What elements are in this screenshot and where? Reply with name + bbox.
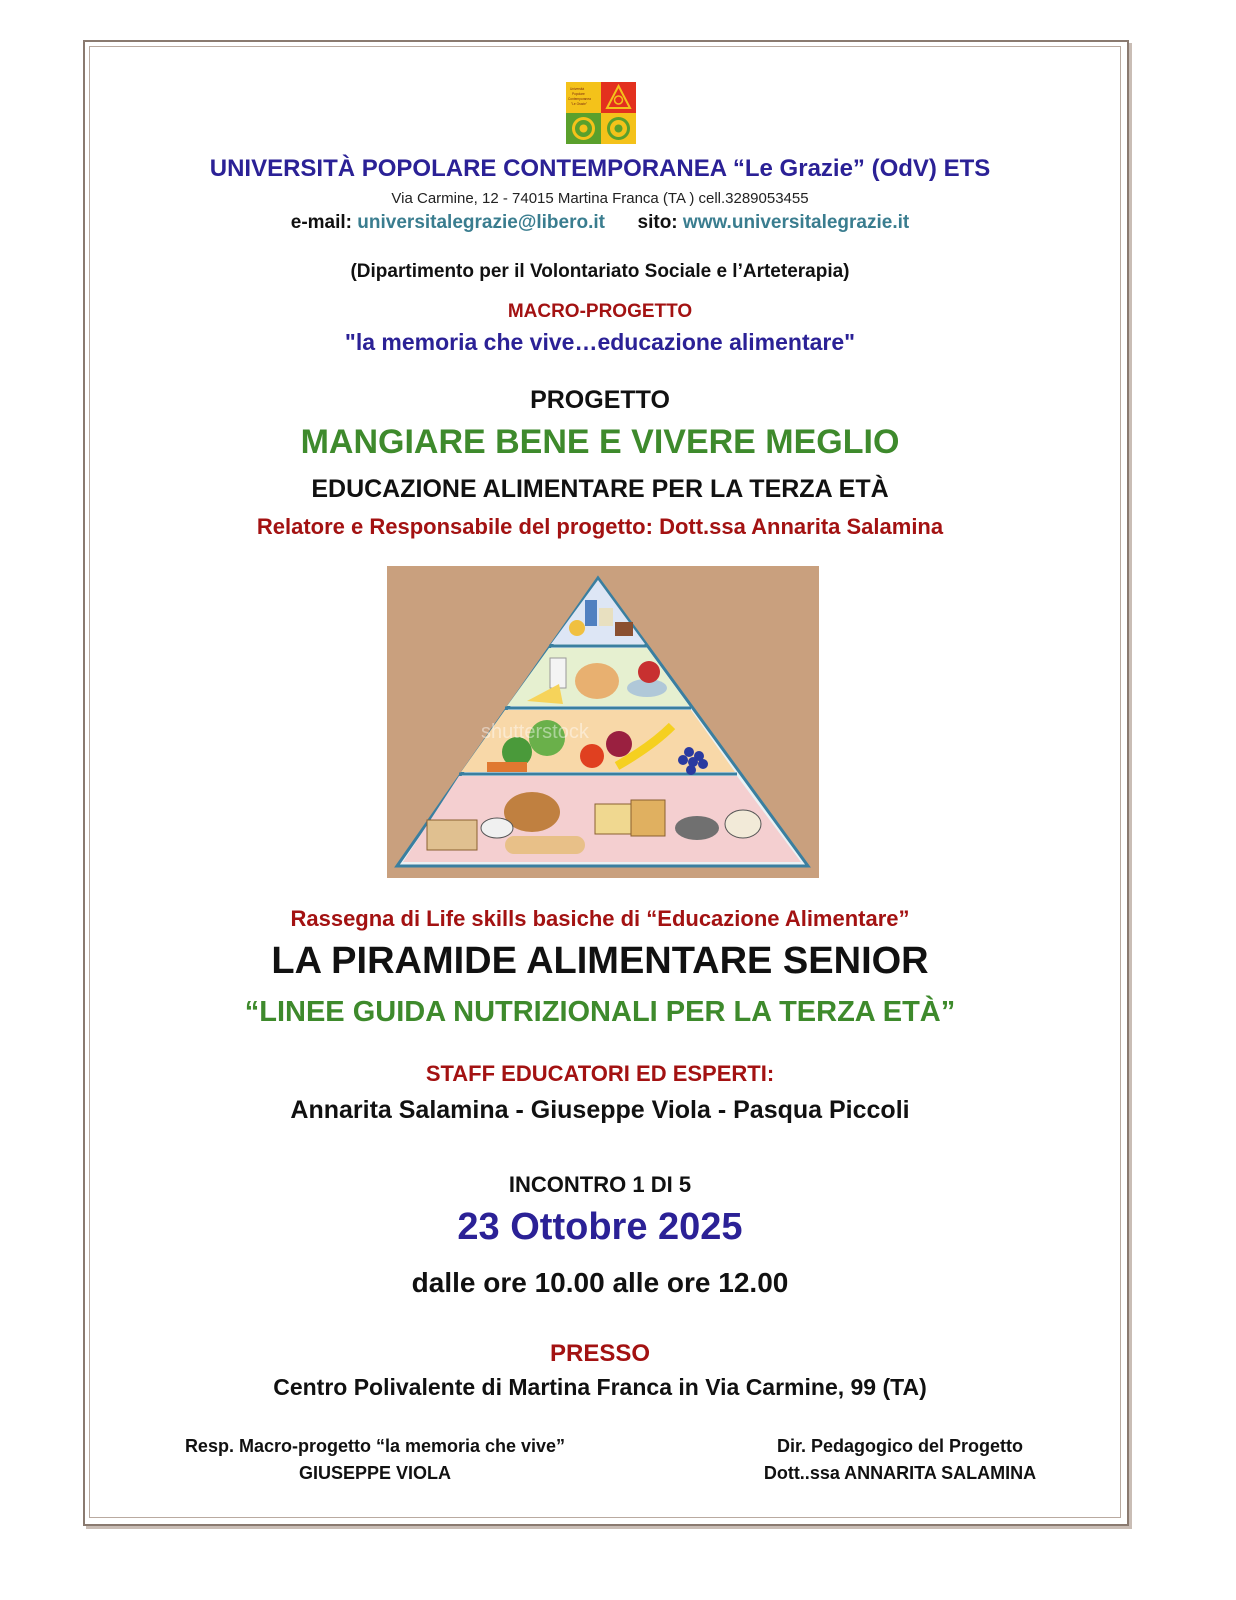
email-label: e-mail: xyxy=(290,212,353,233)
event-series: Rassegna di Life skills basiche di “Educazione Alimentare” xyxy=(290,906,910,931)
footer-right-name: Dott..ssa ANNARITA SALAMINA xyxy=(763,1463,1037,1483)
venue-label: PRESSO xyxy=(549,1340,651,1367)
event-time: dalle ore 10.00 alle ore 12.00 xyxy=(411,1267,789,1298)
site-label: sito: xyxy=(637,212,678,233)
org-address: Via Carmine, 12 - 74015 Martina Franca (TA ) cell.3289053455 xyxy=(391,190,809,207)
org-name: UNIVERSITÀ POPOLARE CONTEMPORANEA “Le Grazie” (OdV) ETS xyxy=(209,155,991,182)
email-link[interactable]: universitalegrazie@libero.it xyxy=(357,212,605,233)
event-subtitle: “LINEE GUIDA NUTRIZIONALI PER LA TERZA ETÀ” xyxy=(244,996,956,1028)
event-title: LA PIRAMIDE ALIMENTARE SENIOR xyxy=(271,940,929,982)
staff-label: STAFF EDUCATORI ED ESPERTI: xyxy=(425,1061,775,1086)
department: (Dipartimento per il Volontariato Sociale e l’Arteterapia) xyxy=(350,261,850,282)
footer-left xyxy=(130,1436,620,1484)
staff-names: Annarita Salamina - Giuseppe Viola - Pasqua Piccoli xyxy=(290,1096,910,1124)
university-logo xyxy=(566,82,636,144)
macro-title: "la memoria che vive…educazione alimentare" xyxy=(344,329,856,355)
project-subtitle: EDUCAZIONE ALIMENTARE PER LA TERZA ETÀ xyxy=(311,475,889,503)
svg-text:Popolare: Popolare xyxy=(572,92,585,96)
footer-right xyxy=(720,1436,1080,1484)
meeting-label: INCONTRO 1 DI 5 xyxy=(508,1172,692,1197)
footer-left-name: GIUSEPPE VIOLA xyxy=(298,1463,452,1483)
project-title: MANGIARE BENE E VIVERE MEGLIO xyxy=(300,423,900,461)
site-link[interactable]: www.universitalegrazie.it xyxy=(682,212,910,233)
event-date: 23 Ottobre 2025 xyxy=(457,1206,743,1248)
watermark-text: shutterstock xyxy=(481,721,589,743)
project-speaker: Relatore e Responsabile del progetto: Dott.ssa Annarita Salamina xyxy=(256,514,944,539)
footer-right-role: Dir. Pedagogico del Progetto xyxy=(776,1436,1024,1456)
footer-left-role: Resp. Macro-progetto “la memoria che vive” xyxy=(184,1436,566,1456)
logo-text: Università xyxy=(570,87,585,91)
svg-text:"Le Grazie": "Le Grazie" xyxy=(571,102,588,106)
macro-label: MACRO-PROGETTO xyxy=(507,301,693,322)
contact-line xyxy=(0,212,1200,234)
venue-address: Centro Polivalente di Martina Franca in Via Carmine, 99 (TA) xyxy=(273,1374,927,1400)
food-pyramid-image xyxy=(387,566,819,878)
project-label: PROGETTO xyxy=(530,386,670,414)
svg-text:Contemporanea: Contemporanea xyxy=(568,97,591,101)
